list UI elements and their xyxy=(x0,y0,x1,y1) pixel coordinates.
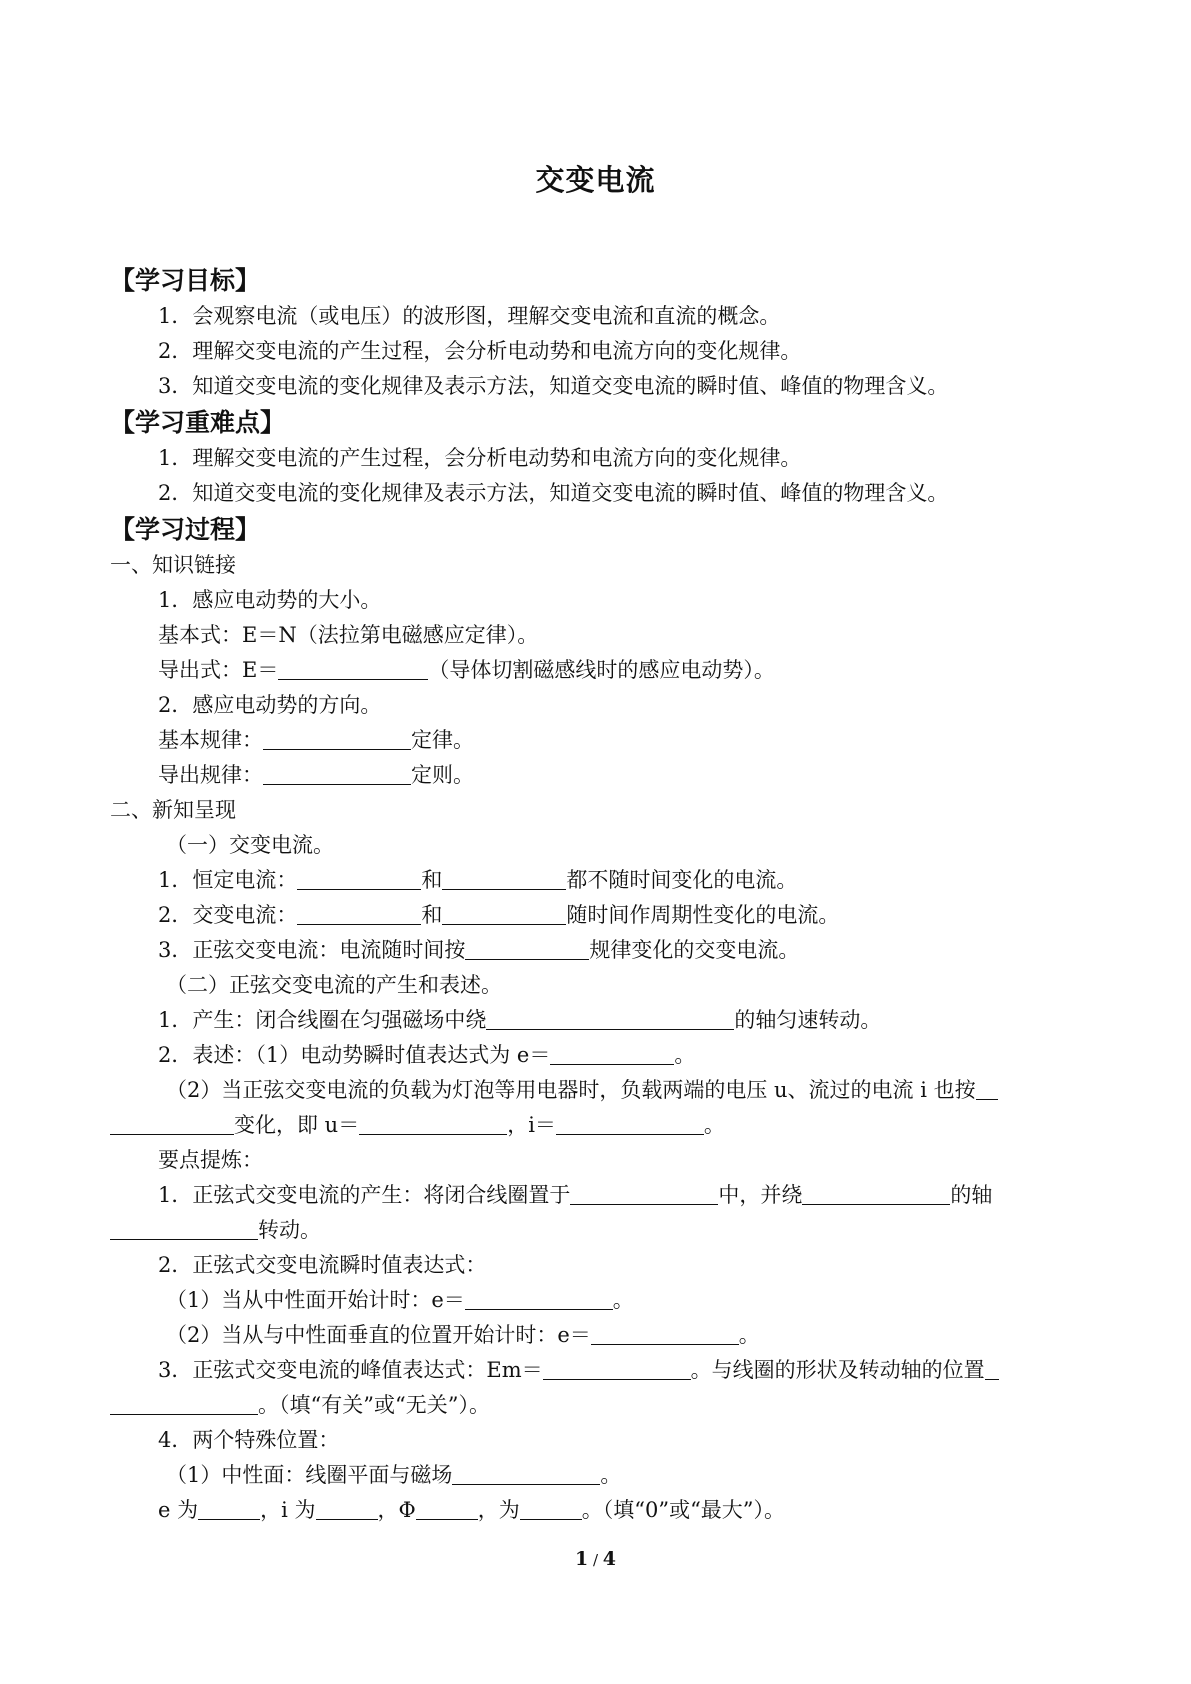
text-segment: 3．正弦式交变电流的峰值表达式：Em＝ xyxy=(158,1358,543,1382)
fill-blank[interactable] xyxy=(442,867,566,890)
text-segment: ，Φ xyxy=(377,1498,416,1522)
text-segment: 1．恒定电流： xyxy=(158,868,298,892)
text-segment: 的轴匀速转动。 xyxy=(734,1008,882,1032)
text-line xyxy=(110,1388,1100,1423)
fill-blank[interactable] xyxy=(297,867,421,890)
text-segment: 1．产生：闭合线圈在匀强磁场中绕 xyxy=(158,1008,487,1032)
page-number xyxy=(0,1548,1191,1570)
fill-blank[interactable] xyxy=(570,1182,718,1205)
fill-blank[interactable] xyxy=(802,1182,950,1205)
text-line xyxy=(110,863,1100,898)
text-segment: 。 xyxy=(703,1113,725,1137)
fill-blank[interactable] xyxy=(263,727,411,750)
fill-blank[interactable] xyxy=(278,657,428,680)
fill-blank[interactable] xyxy=(591,1322,739,1345)
fill-blank[interactable] xyxy=(442,902,566,925)
text-line: 4．两个特殊位置： xyxy=(158,1428,340,1452)
text-line xyxy=(110,758,1100,793)
text-segment: 3．正弦交变电流：电流随时间按 xyxy=(158,938,466,962)
subheading: （二）正弦交变电流的产生和表述。 xyxy=(166,973,502,997)
fill-blank[interactable] xyxy=(110,1217,258,1240)
text-line: 2．感应电动势的方向。 xyxy=(158,693,382,717)
text-segment: 。与线圈的形状及转动轴的位置 xyxy=(690,1358,985,1382)
key-point-item: 2．知道交变电流的变化规律及表示方法，知道交变电流的瞬时值、峰值的物理含义。 xyxy=(158,481,949,505)
objective-item: 3．知道交变电流的变化规律及表示方法，知道交变电流的瞬时值、峰值的物理含义。 xyxy=(158,374,949,398)
text-segment: （1）当从中性面开始计时：e＝ xyxy=(166,1288,465,1312)
text-segment: （导体切割磁感线时的感应电动势）。 xyxy=(428,658,775,682)
text-line xyxy=(110,1318,1100,1353)
text-line xyxy=(110,933,1100,968)
fill-blank[interactable] xyxy=(359,1112,507,1135)
text-segment: 定律。 xyxy=(411,728,474,752)
worksheet-content xyxy=(110,262,1100,1528)
section-heading-key-points: 【学习重难点】 xyxy=(110,408,286,437)
text-segment: 1．正弦式交变电流的产生：将闭合线圈置于 xyxy=(158,1183,571,1207)
fill-blank[interactable] xyxy=(416,1497,478,1520)
text-line xyxy=(110,653,1100,688)
text-segment: （2）当从与中性面垂直的位置开始计时：e＝ xyxy=(166,1323,591,1347)
text-line xyxy=(110,1003,1100,1038)
text-line xyxy=(110,1073,1100,1108)
fill-blank[interactable] xyxy=(465,937,589,960)
text-line xyxy=(110,1213,1100,1248)
text-line xyxy=(110,1353,1100,1388)
text-segment: 。 xyxy=(600,1463,622,1487)
text-segment: （2）当正弦交变电流的负载为灯泡等用电器时，负载两端的电压 u、流过的电流 i 也按 xyxy=(166,1078,976,1102)
objective-item: 2．理解交变电流的产生过程，会分析电动势和电流方向的变化规律。 xyxy=(158,339,802,363)
text-segment: 的轴 xyxy=(950,1183,993,1207)
text-segment: 定则。 xyxy=(411,763,474,787)
text-line: 1．感应电动势的大小。 xyxy=(158,588,382,612)
text-segment: 基本规律： xyxy=(158,728,263,752)
fill-blank[interactable] xyxy=(316,1497,378,1520)
text-segment: 2．交变电流： xyxy=(158,903,298,927)
text-segment: e 为 xyxy=(158,1498,199,1522)
fill-blank[interactable] xyxy=(110,1112,234,1135)
text-segment: （1）中性面：线圈平面与磁场 xyxy=(166,1463,453,1487)
fill-blank[interactable] xyxy=(198,1497,260,1520)
page-separator: / xyxy=(588,1551,603,1569)
fill-blank[interactable] xyxy=(110,1392,258,1415)
text-segment: ，i 为 xyxy=(260,1498,316,1522)
section-heading-objectives: 【学习目标】 xyxy=(110,266,261,295)
objective-item: 1．会观察电流（或电压）的波形图，理解交变电流和直流的概念。 xyxy=(158,304,781,328)
key-point-item: 1．理解交变电流的产生过程，会分析电动势和电流方向的变化规律。 xyxy=(158,446,802,470)
text-segment: ，为 xyxy=(477,1498,520,1522)
fill-blank[interactable] xyxy=(465,1287,613,1310)
fill-blank[interactable] xyxy=(263,762,411,785)
text-segment: 中，并绕 xyxy=(718,1183,803,1207)
text-segment: 。（填“有关”或“无关”）。 xyxy=(258,1393,490,1417)
part-heading-new-knowledge: 二、新知呈现 xyxy=(110,798,236,822)
text-segment: 和 xyxy=(421,903,443,927)
text-segment: 。（填“0”或“最大”）。 xyxy=(581,1498,786,1522)
text-line xyxy=(110,1458,1100,1493)
text-segment: 。 xyxy=(738,1323,760,1347)
text-line: 要点提炼： xyxy=(158,1148,263,1172)
text-segment: 规律变化的交变电流。 xyxy=(589,938,800,962)
fill-blank[interactable] xyxy=(976,1077,998,1100)
fill-blank[interactable] xyxy=(520,1497,582,1520)
fill-blank[interactable] xyxy=(543,1357,691,1380)
text-line xyxy=(110,1108,1100,1143)
text-line xyxy=(110,898,1100,933)
text-line: 基本式：E＝N（法拉第电磁感应定律）。 xyxy=(158,623,539,647)
text-line xyxy=(110,1178,1100,1213)
fill-blank[interactable] xyxy=(550,1042,674,1065)
page-title: 交变电流 xyxy=(535,163,656,197)
text-segment: 导出规律： xyxy=(158,763,263,787)
subheading: （一）交变电流。 xyxy=(166,833,334,857)
text-line xyxy=(110,1038,1100,1073)
fill-blank[interactable] xyxy=(556,1112,704,1135)
page-current: 1 xyxy=(574,1548,589,1570)
part-heading-knowledge-link: 一、知识链接 xyxy=(110,553,236,577)
text-segment: 变化，即 u＝ xyxy=(234,1113,360,1137)
text-segment: 导出式：E＝ xyxy=(158,658,279,682)
text-line xyxy=(110,1283,1100,1318)
text-segment: 转动。 xyxy=(258,1218,321,1242)
text-segment: 和 xyxy=(421,868,443,892)
text-line xyxy=(110,1493,1100,1528)
page-total: 4 xyxy=(602,1548,617,1570)
text-line: 2．正弦式交变电流瞬时值表达式： xyxy=(158,1253,487,1277)
text-segment: 2．表述：（1）电动势瞬时值表达式为 e＝ xyxy=(158,1043,551,1067)
text-segment: ，i＝ xyxy=(507,1113,556,1137)
fill-blank[interactable] xyxy=(452,1462,600,1485)
text-line xyxy=(110,723,1100,758)
text-segment: 随时间作周期性变化的电流。 xyxy=(566,903,840,927)
fill-blank[interactable] xyxy=(297,902,421,925)
text-segment: 。 xyxy=(612,1288,634,1312)
fill-blank[interactable] xyxy=(486,1007,734,1030)
fill-blank[interactable] xyxy=(985,1357,999,1380)
text-segment: 都不随时间变化的电流。 xyxy=(566,868,798,892)
text-segment: 。 xyxy=(674,1043,696,1067)
section-heading-process: 【学习过程】 xyxy=(110,515,261,544)
